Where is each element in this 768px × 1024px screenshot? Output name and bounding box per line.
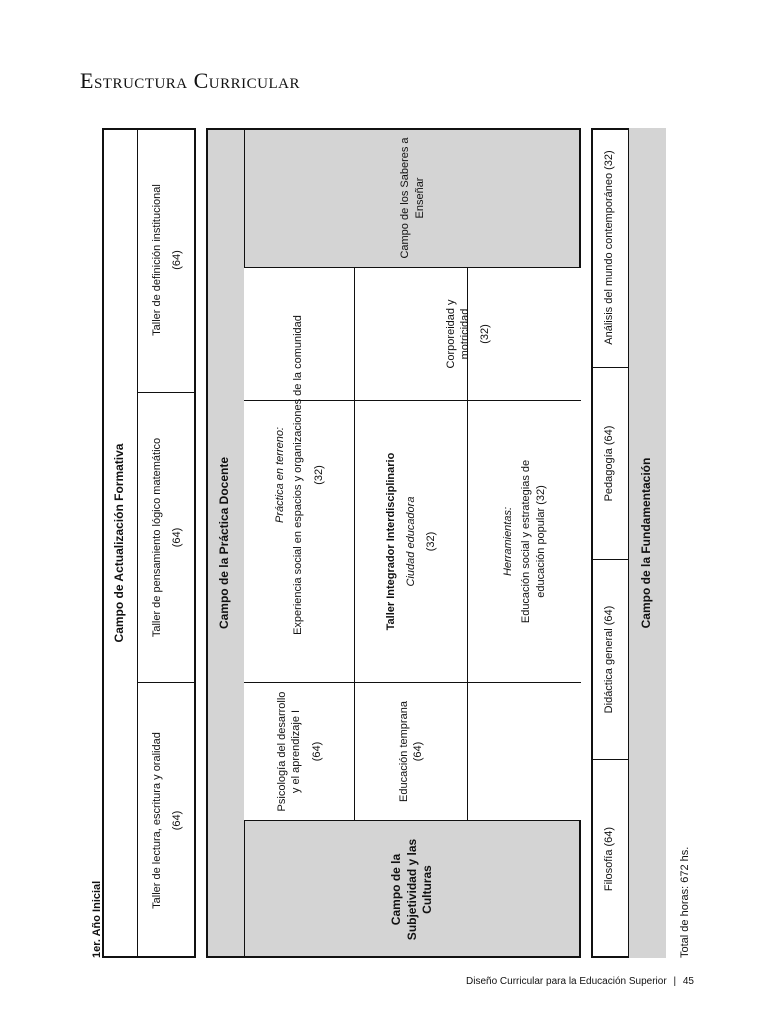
filosofia: Filosofía (64) <box>603 826 616 892</box>
taller-integrador-cell <box>355 401 467 682</box>
page-number: 45 <box>682 976 694 987</box>
subjetividad-campo: Campo de la Subjetividad y las Culturas <box>389 838 435 941</box>
practica-terreno-cell <box>245 268 354 682</box>
herramientas-name: Educación social y estrategias de educación popular (32) <box>520 459 547 624</box>
taller-pensamiento-name: Taller de pensamiento lógico matemático <box>150 437 163 638</box>
didactica-general: Didáctica general (64) <box>603 605 616 714</box>
taller-definicion-hours: (64) <box>171 250 183 270</box>
educacion-temprana-name: Educación temprana <box>397 701 410 802</box>
herramientas-label: Herramientas: <box>502 506 515 577</box>
taller-integrador-name: Taller Integrador Interdisciplinario <box>384 452 397 631</box>
taller-lectura <box>138 683 196 958</box>
taller-lectura-hours: (64) <box>171 810 183 831</box>
educacion-temprana-cell <box>355 683 467 820</box>
taller-pensamiento <box>138 393 196 682</box>
footer-text: Diseño Curricular para la Educación Superior <box>466 976 667 987</box>
pedagogia: Pedagogía (64) <box>603 425 616 502</box>
taller-lectura-name: Taller de lectura, escritura y oralidad <box>150 732 163 909</box>
saberes-campo: Campo de los Saberes a Enseñar <box>399 137 426 259</box>
taller-integrador-sub: Ciudad educadora <box>404 496 417 587</box>
psicologia-hours: (64) <box>310 741 323 762</box>
actualizacion-header: Campo de Actualización Formativa <box>111 443 126 643</box>
taller-pensamiento-hours: (64) <box>171 527 183 548</box>
total-hours: Total de horas: 672 hs. <box>679 846 691 958</box>
year-label: 1er. Año Inicial <box>91 880 103 958</box>
herramientas-cell <box>468 401 581 682</box>
corporeidad-hours: (32) <box>479 324 492 344</box>
corporeidad-name: Corporeidad y motricidad <box>444 299 471 369</box>
taller-definicion <box>138 128 196 392</box>
curricular-structure <box>90 108 710 958</box>
corporeidad-cell <box>355 268 581 400</box>
page-footer <box>466 976 694 987</box>
practica-header: Campo de la Práctica Docente <box>217 456 232 630</box>
fundamentacion-header: Campo de la Fundamentación <box>639 457 654 629</box>
footer-separator: | <box>673 976 677 987</box>
psicologia-name: Psicología del desarrollo y el aprendizaje I <box>276 691 303 812</box>
educacion-temprana-hours: (64) <box>412 741 424 762</box>
analisis-mundo: Análisis del mundo contemporáneo (32) <box>603 150 616 345</box>
practica-terreno-name: Experiencia social en espacios y organizaciones de la comunidad <box>292 315 305 635</box>
psicologia-cell <box>245 683 354 820</box>
practica-terreno-label: Práctica en terreno: <box>274 427 287 523</box>
taller-definicion-name: Taller de definición institucional <box>150 184 163 336</box>
taller-integrador-hours: (32) <box>425 531 438 552</box>
practica-terreno-hours: (32) <box>312 465 325 485</box>
page-title: Estructura Curricular <box>80 68 300 93</box>
